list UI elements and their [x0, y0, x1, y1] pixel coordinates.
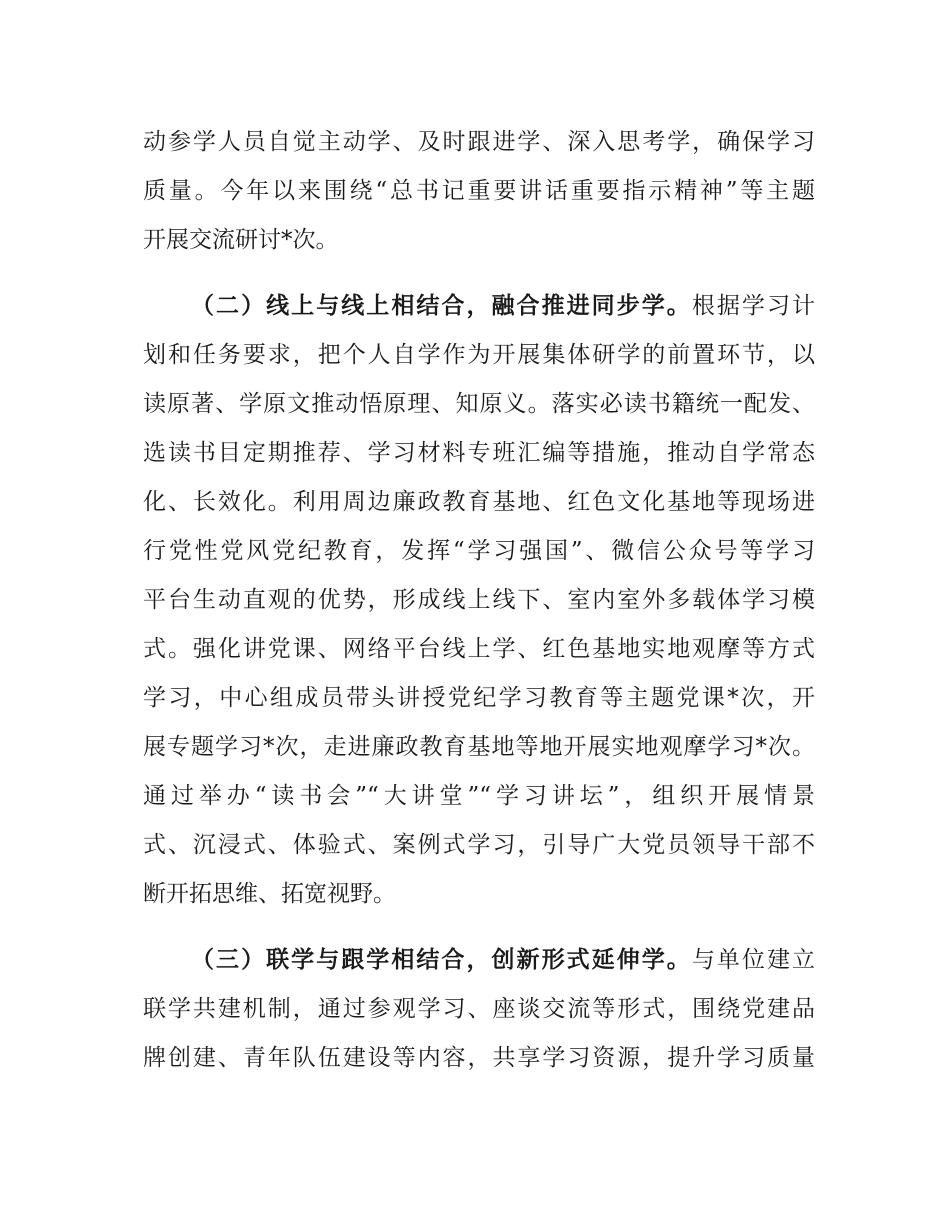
text-line: 通过举办“读书会”“大讲堂”“学习讲坛”，组织开展情景 — [143, 783, 815, 809]
text-line: 读原著、学原文推动悟原理、知原义。落实必读书籍统一配发、 — [143, 391, 815, 417]
text-line: 断开拓思维、拓宽视野。 — [143, 881, 396, 907]
paragraph-3 — [143, 936, 815, 1083]
document-page — [143, 118, 815, 1083]
text-line: 开展交流研讨*次。 — [143, 227, 339, 253]
text-line: 式。强化讲党课、网络平台线上学、红色基地实地观摩等方式 — [143, 636, 815, 662]
text-line: 式、沉浸式、体验式、案例式学习，引导广大党员领导干部不 — [143, 832, 815, 858]
section-heading: （二）线上与线上相结合，融合推进同步学。 — [191, 293, 692, 319]
text-line: 牌创建、青年队伍建设等内容，共享学习资源，提升学习质量 — [143, 1045, 815, 1071]
text-line: 联学共建机制，通过参观学习、座谈交流等形式，围绕党建品 — [143, 996, 815, 1022]
paragraph-spacer — [143, 265, 815, 282]
paragraph-first-line — [143, 936, 815, 985]
paragraph-spacer — [143, 919, 815, 936]
paragraph-first-line — [143, 282, 815, 331]
paragraph-1 — [143, 118, 815, 265]
text-line: 动参学人员自觉主动学、及时跟进学、深入思考学，确保学习 — [143, 129, 815, 155]
text-line: 化、长效化。利用周边廉政教育基地、红色文化基地等现场进 — [143, 489, 815, 515]
text-line: 选读书目定期推荐、学习材料专班汇编等措施，推动自学常态 — [143, 440, 815, 466]
text-line: 行党性党风党纪教育，发挥“学习强国”、微信公众号等学习 — [143, 538, 815, 564]
text-line: 划和任务要求，把个人自学作为开展集体研学的前置环节，以 — [143, 342, 815, 368]
text-line: 学习，中心组成员带头讲授党纪学习教育等主题党课*次，开 — [143, 685, 815, 711]
text-line: 质量。今年以来围绕“总书记重要讲话重要指示精神”等主题 — [143, 178, 815, 204]
paragraph-2 — [143, 282, 815, 919]
text-line: 展专题学习*次，走进廉政教育基地等地开展实地观摩学习*次。 — [143, 734, 815, 760]
section-heading: （三）联学与跟学相结合，创新形式延伸学。 — [191, 947, 692, 973]
heading-continuation: 与单位建立 — [691, 947, 816, 973]
text-line: 平台生动直观的优势，形成线上线下、室内室外多载体学习模 — [143, 587, 815, 613]
heading-continuation: 根据学习计 — [691, 293, 816, 319]
